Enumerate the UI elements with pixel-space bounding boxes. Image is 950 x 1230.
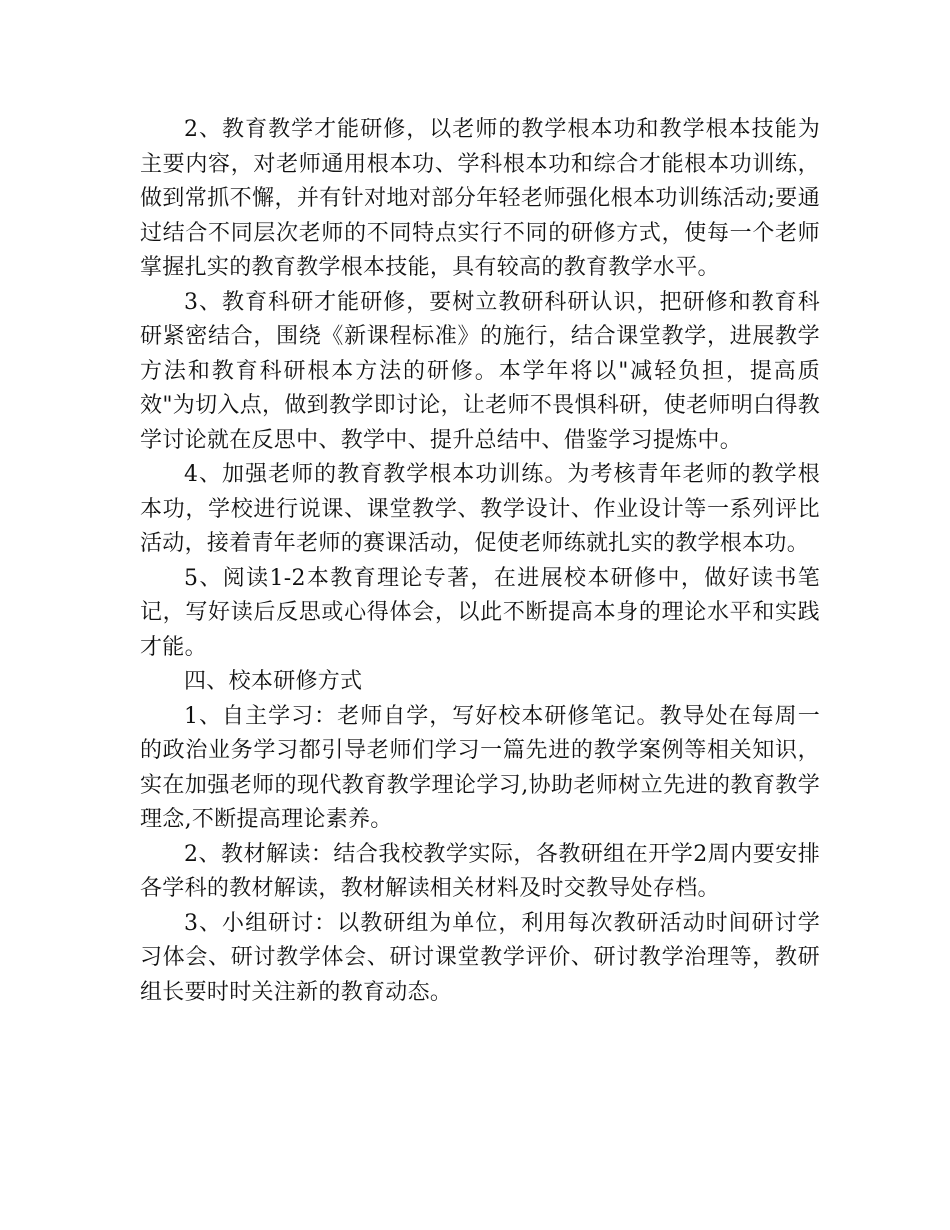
paragraph-group-discussion: 3、小组研讨：以教研组为单位，利用每次教研活动时间研讨学习体会、研讨教学体会、研讨课堂教学评价、研讨教学治理等，教研组长要时时关注新的教育动态。 [140, 910, 820, 1005]
paragraph-textbook-interpretation: 2、教材解读：结合我校教学实际，各教研组在开学2周内要安排各学科的教材解读，教材解读相关材料及时交教导处存档。 [140, 841, 820, 901]
paragraph-self-study: 1、自主学习：老师自学，写好校本研修笔记。教导处在每周一的政治业务学习都引导老师们学习一篇先进的教学案例等相关知识，实在加强老师的现代教育教学理论学习,协助老师树立先进的教育教学理念,不断提高理论素养。 [140, 703, 820, 832]
paragraph-reading-theory: 5、阅读1-2本教育理论专著，在进展校本研修中，做好读书笔记，写好读后反思或心得体会，以此不断提高本身的理论水平和实践才能。 [140, 565, 820, 660]
paragraph-basic-skills-training: 4、加强老师的教育教学根本功训练。为考核青年老师的教学根本功，学校进行说课、课堂教学、教学设计、作业设计等一系列评比活动，接着青年老师的赛课活动，促使老师练就扎实的教学根本功。 [140, 462, 820, 556]
section-heading-research-methods: 四、校本研修方式 [184, 669, 363, 694]
paragraph-research-ability: 3、教育科研才能研修，要树立教研科研认识，把研修和教育科研紧密结合，围绕《新课程标准》的施行，结合课堂教学，进展教学方法和教育科研根本方法的研修。本学年将以"减轻负担，提高质效"为切入点，做到教学即讨论，让老师不畏惧科研，使老师明白得教学讨论就在反思中、教学中、提升总结中、借鉴学习提炼中。 [140, 289, 820, 453]
document-body [140, 113, 820, 1010]
paragraph-teaching-ability: 2、教育教学才能研修，以老师的教学根本功和教学根本技能为主要内容，对老师通用根本功、学科根本功和综合才能根本功训练，做到常抓不懈，并有针对地对部分年轻老师强化根本功训练活动;要通过结合不同层次老师的不同特点实行不同的研修方式，使每一个老师掌握扎实的教育教学根本技能，具有较高的教育教学水平。 [140, 117, 820, 280]
